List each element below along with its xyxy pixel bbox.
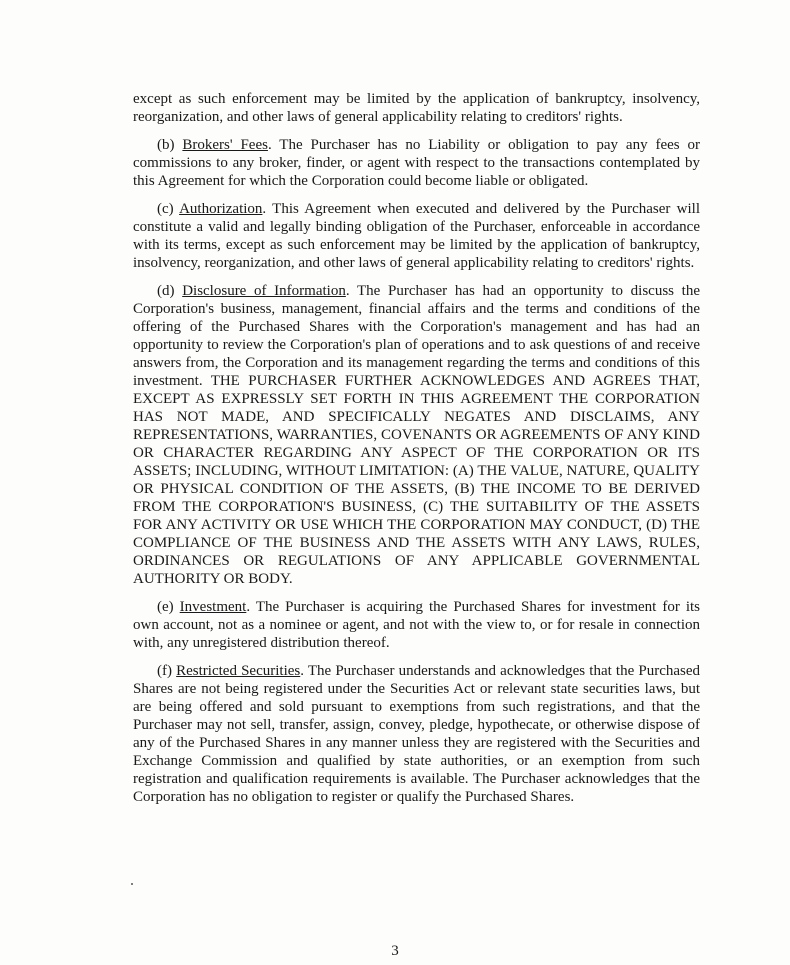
paragraph-label: (c) — [157, 201, 174, 217]
paragraph-label: (b) — [157, 137, 175, 153]
paragraph-brokers-fees: (b) Brokers' Fees. The Purchaser has no Liability or obligation to pay any fees or commissions to any broker, finder, or agent with respect to the transactions contemplated by this Agreement for which the Corporation could become liable or obligated. — [133, 137, 700, 189]
paragraph-heading: Brokers' Fees — [182, 137, 268, 153]
paragraph-authorization: (c) Authorization. This Agreement when executed and delivered by the Purchaser will constitute a valid and legally binding obligation of the Purchaser, enforceable in accordance with its terms, except as such enforcement may be limited by the application of bankruptcy, insolvency, reorganization, and other laws of general applicability relating to creditors' rights. — [133, 201, 701, 271]
paragraph-heading: Investment — [179, 599, 247, 615]
paragraph-restricted-securities: (f) Restricted Securities. The Purchaser understands and acknowledges that the Purchased Shares are not being registered under the Securities Act or relevant state securities laws, but are being offered and sold pursuant to exemptions from such registrations, and that the Purchaser may not sell, transfer, assign, convey, pledge, hypothecate, or otherwise dispose of any of the Purchased Shares in any manner unless they are registered with the Securities and Exchange Commission and qualified by state authorities, or an exemption from such registration and qualification requirements is available. The Purchaser acknowledges that the Corporation has no obligation to register or qualify the Purchased Shares. — [133, 663, 701, 805]
paragraph-text: The Purchaser understands and acknowledges that the Purchased Shares are not being registered under the Securities Act or relevant state securities laws, but are being offered and sold pursuant to exemptions from such registrations, and that the Purchaser may not sell, transfer, assign, convey, pledge, hypothecate, or otherwise dispose of any of the Purchased Shares in any manner unless they are registered with the Securities and Exchange Commission and qualified by state authorities, or an exemption from such registration and qualification requirements is available. The Purchaser acknowledges that the Corporation has no obligation to register or qualify the Purchased Shares. — [133, 663, 701, 805]
page-number: 3 — [391, 943, 399, 959]
paragraph-label: (d) — [157, 283, 175, 299]
paragraph-disclosure-of-information: (d) Disclosure of Information. The Purchaser has had an opportunity to discuss the Corporation's business, management, financial affairs and the terms and conditions of the offering of the Purchased Shares with the Corporation's management and has had an opportunity to review the Corporation's plan of operations and to ask questions of and receive answers from, the Corporation and its management regarding the terms and conditions of this investment. THE PURCHASER FURTHER ACKNOWLEDGES AND AGREES THAT, EXCEPT AS EXPRESSLY SET FORTH IN THIS AGREEMENT THE CORPORATION HAS NOT MADE, AND SPECIFICALLY NEGATES AND DISCLAIMS, ANY REPRESENTATIONS, WARRANTIES, COVENANTS OR AGREEMENTS OF ANY KIND OR CHARACTER REGARDING ANY ASPECT OF THE CORPORATION OR ITS ASSETS; INCLUDING, WITHOUT LIMITATION: (A) THE VALUE, NATURE, QUALITY OR PHYSICAL CONDITION OF THE ASSETS, (B) THE INCOME TO BE DERIVED FROM THE CORPORATION'S BUSINESS, (C) THE SUITABILITY OF THE ASSETS FOR ANY ACTIVITY OR USE WHICH THE CORPORATION MAY CONDUCT, (D) THE COMPLIANCE OF THE BUSINESS AND THE ASSETS WITH ANY LAWS, RULES, ORDINANCES OR REGULATIONS OF ANY APPLICABLE GOVERNMENTAL AUTHORITY OR BODY. — [133, 283, 701, 587]
paragraph-text: The Purchaser has had an opportunity to discuss the Corporation's business, management, financial affairs and the terms and conditions of the offering of the Purchased Shares with the Corporation's management and has had an opportunity to review the Corporation's plan of operations and to ask questions of and receive answers from, the Corporation and its management regarding the terms and conditions of this investment. THE PURCHASER FURTHER ACKNOWLEDGES AND AGREES THAT, EXCEPT AS EXPRESSLY SET FORTH IN THIS AGREEMENT THE CORPORATION HAS NOT MADE, AND SPECIFICALLY NEGATES AND DISCLAIMS, ANY REPRESENTATIONS, WARRANTIES, COVENANTS OR AGREEMENTS OF ANY KIND OR CHARACTER REGARDING ANY ASPECT OF THE CORPORATION OR ITS ASSETS; INCLUDING, WITHOUT LIMITATION: (A) THE VALUE, NATURE, QUALITY OR PHYSICAL CONDITION OF THE ASSETS, (B) THE INCOME TO BE DERIVED FROM THE CORPORATION'S BUSINESS, (C) THE SUITABILITY OF THE ASSETS FOR ANY ACTIVITY OR USE WHICH THE CORPORATION MAY CONDUCT, (D) THE COMPLIANCE OF THE BUSINESS AND THE ASSETS WITH ANY LAWS, RULES, ORDINANCES OR REGULATIONS OF ANY APPLICABLE GOVERNMENTAL AUTHORITY OR BODY. — [133, 283, 701, 587]
document-body — [133, 90, 700, 816]
paragraph-text: The Purchaser is acquiring the Purchased Shares for investment for its own account, not as a nominee or agent, and not with the view to, or for resale in connection with, any unregistered distribution thereof. — [133, 599, 700, 651]
opening-paragraph: except as such enforcement may be limited by the application of bankruptcy, insolvency, reorganization, and other laws of general applicability relating to creditors' rights. — [133, 91, 700, 125]
paragraph-heading: Authorization — [179, 201, 263, 217]
paragraph-investment: (e) Investment. The Purchaser is acquiring the Purchased Shares for investment for its own account, not as a nominee or agent, and not with the view to, or for resale in connection with, any unregistered distribution thereof. — [133, 599, 700, 651]
paragraph-heading: Restricted Securities — [176, 663, 301, 679]
paragraph-label: (e) — [157, 599, 174, 615]
paragraph-heading: Disclosure of Information — [182, 283, 346, 299]
paragraph-text: This Agreement when executed and delivered by the Purchaser will constitute a valid and legally binding obligation of the Purchaser, enforceable in accordance with its terms, except as such enforcement may be limited by the application of bankruptcy, insolvency, reorganization, and other laws of general applicability relating to creditors' rights. — [133, 201, 701, 271]
paragraph-label: (f) — [157, 663, 172, 679]
paragraph-text: The Purchaser has no Liability or obligation to pay any fees or commissions to any broker, finder, or agent with respect to the transactions contemplated by this Agreement for which the Corporation could become liable or obligated. — [133, 137, 700, 189]
scan-speck — [131, 883, 133, 885]
